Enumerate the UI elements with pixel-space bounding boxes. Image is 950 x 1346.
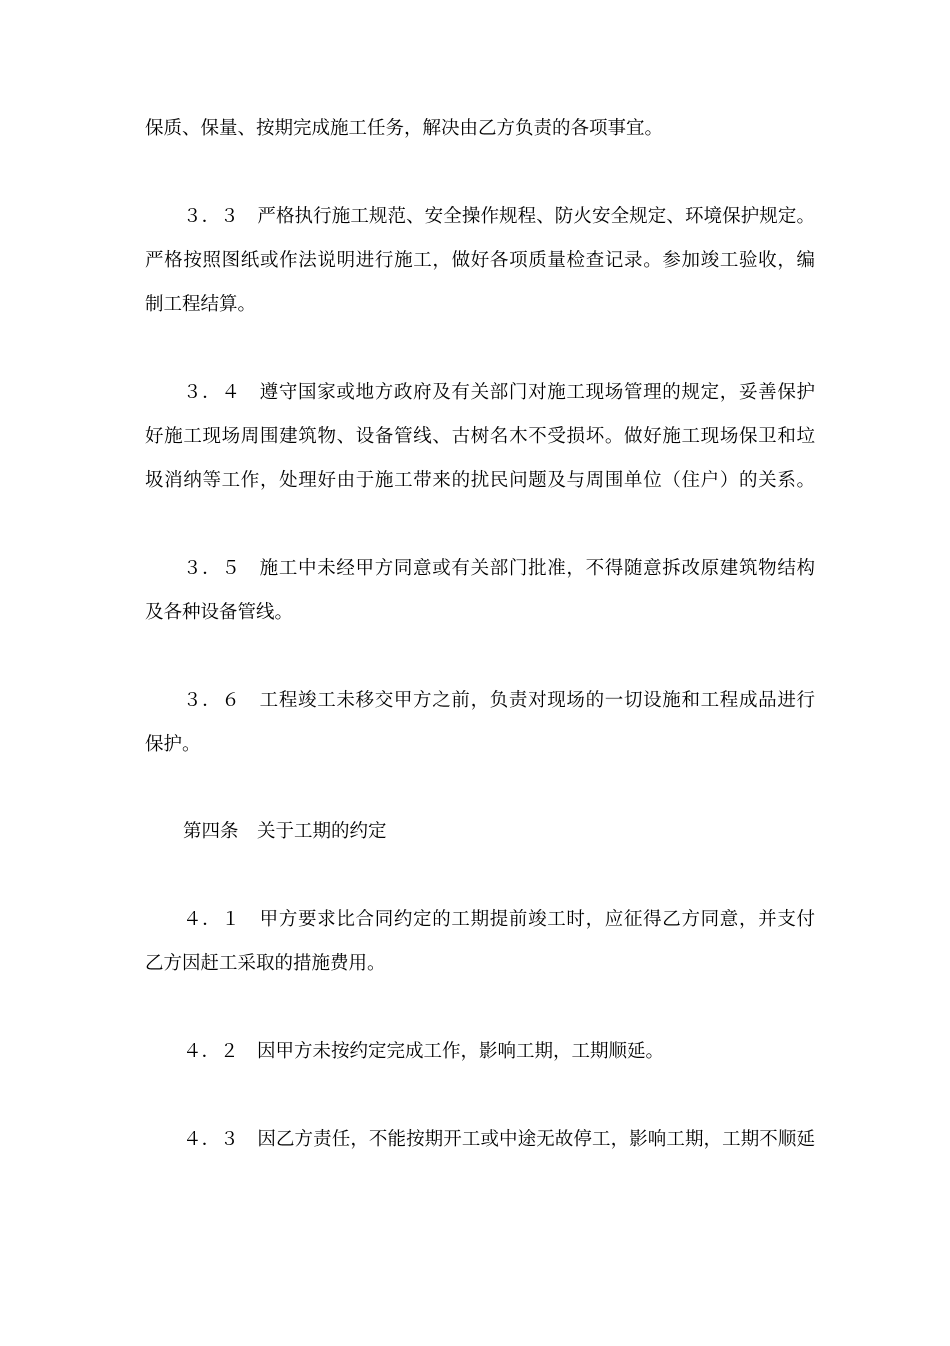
clause-3-4-line-2: 好施工现场周围建筑物、设备管线、古树名木不受损坏。做好施工现场保卫和垃 — [145, 426, 815, 447]
clause-4-3-line-1: ４．３ 因乙方责任，不能按期开工或中途无故停工，影响工期，工期不顺延 — [183, 1129, 815, 1150]
clause-3-6-line-1: ３．６ 工程竣工未移交甲方之前，负责对现场的一切设施和工程成品进行 — [183, 690, 815, 711]
clause-4-1-line-1: ４．１ 甲方要求比合同约定的工期提前竣工时，应征得乙方同意，并支付 — [183, 909, 815, 930]
clause-3-6-line-2: 保护。 — [145, 734, 201, 755]
clause-4-2-line-1: ４．２ 因甲方未按约定完成工作，影响工期，工期顺延。 — [183, 1041, 665, 1062]
paragraph-continuation-line: 保质、保量、按期完成施工任务，解决由乙方负责的各项事宜。 — [145, 118, 664, 139]
clause-3-4-line-3: 圾消纳等工作，处理好由于施工带来的扰民问题及与周围单位（住户）的关系。 — [145, 470, 815, 491]
clause-3-5-line-2: 及各种设备管线。 — [145, 602, 294, 623]
clause-4-1-line-2: 乙方因赶工采取的措施费用。 — [145, 953, 386, 974]
clause-3-5-line-1: ３．５ 施工中未经甲方同意或有关部门批准，不得随意拆改原建筑物结构 — [183, 558, 815, 579]
article-4-heading: 第四条 关于工期的约定 — [183, 821, 387, 842]
clause-3-3-line-3: 制工程结算。 — [145, 294, 257, 315]
clause-3-4-line-1: ３．４ 遵守国家或地方政府及有关部门对施工现场管理的规定，妥善保护 — [183, 382, 815, 403]
clause-3-3-line-2: 严格按照图纸或作法说明进行施工，做好各项质量检查记录。参加竣工验收，编 — [145, 250, 815, 271]
clause-3-3-line-1: ３．３ 严格执行施工规范、安全操作规程、防火安全规定、环境保护规定。 — [183, 206, 815, 227]
